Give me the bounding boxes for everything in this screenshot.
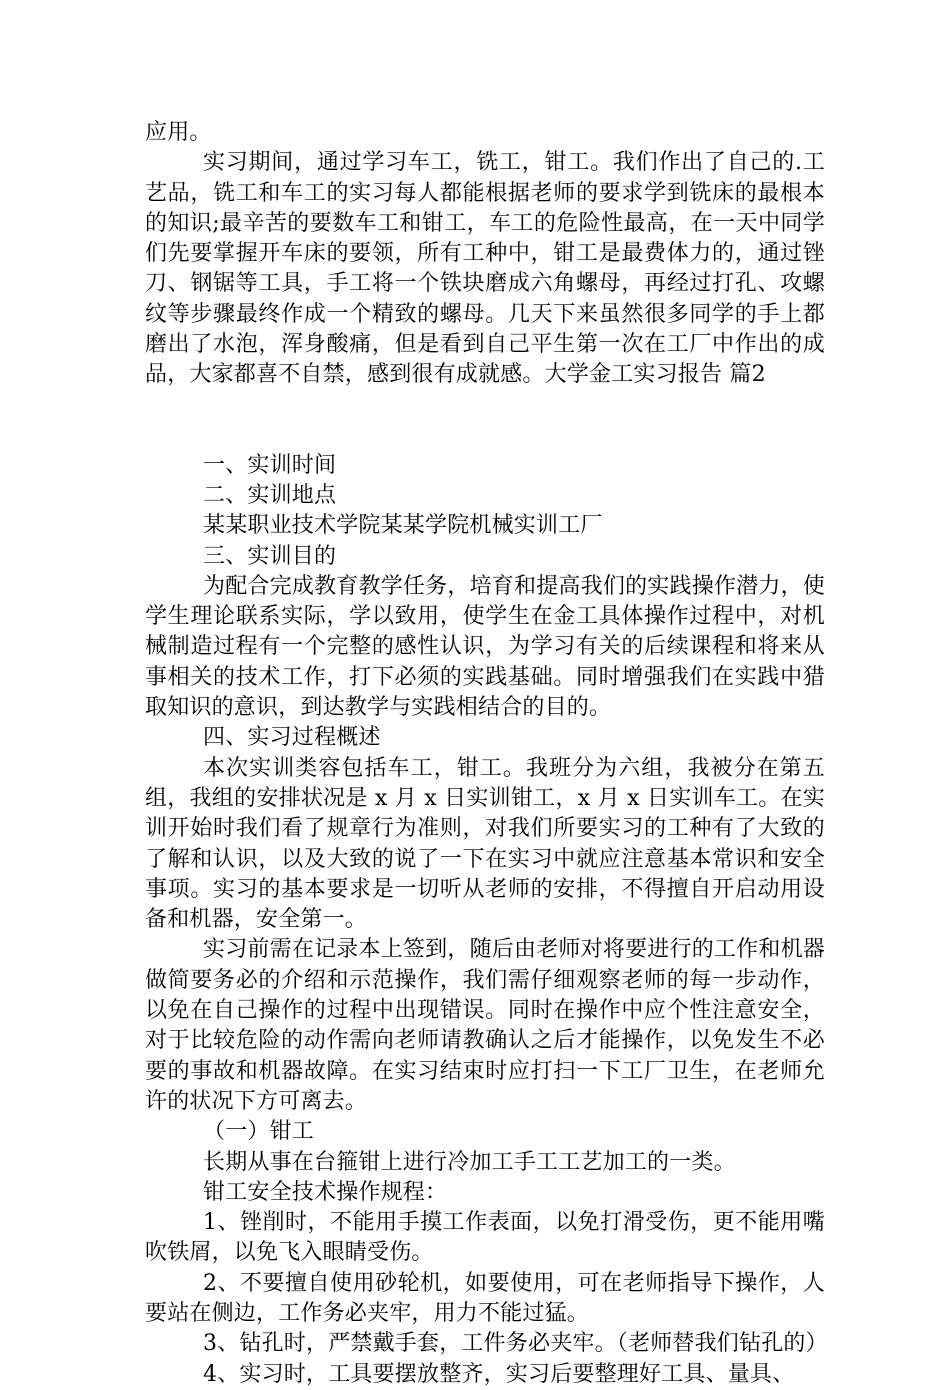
rule-item-2: 2、不要擅自使用砂轮机，如要使用，可在老师指导下操作，人要站在侧边，工作务必夹牢，用力不能过猛。 xyxy=(145,1270,825,1326)
intro-tail-text: 应用。 xyxy=(145,120,212,145)
paragraph-gap xyxy=(145,391,825,451)
subsection-fitter-description: 长期从事在台箍钳上进行冷加工手工工艺加工的一类。 xyxy=(203,1149,736,1175)
section-overview-paragraph-1: 本次实训类容包括车工，钳工。我班分为六组，我被分在第五组，我组的安排状况是 x 月 x 日实训钳工，x 月 x 日实训车工。在实训开始时我们看了规章行为准则，对我们所要实习的工种有了大致的了解和认识，以及大致的说了一下在实习中就应注意基本常识和安全事项。实习的基本要求是一切听从老师的安排，不得擅自开启动用设备和机器，安全第一。 xyxy=(145,755,825,933)
section-heading-time: 一、实训时间 xyxy=(203,452,337,478)
intro-paragraph: 实习期间，通过学习车工，铣工，钳工。我们作出了自己的.工艺品，铣工和车工的实习每人都能根据老师的要求学到铣床的最根本的知识;最辛苦的要数车工和钳工，车工的危险性最高，在一天中同学们先要掌握开车床的要领，所有工种中，钳工是最费体力的，通过锉刀、钢锯等工具，手工将一个铁块磨成六角螺母，再经过打孔、攻螺纹等步骤最终作成一个精致的螺母。几天下来虽然很多同学的手上都磨出了水泡，浑身酸痛，但是看到自己平生第一次在工厂中作出的成品，大家都喜不自禁，感到很有成就感。大学金工实习报告 篇2 xyxy=(145,150,825,388)
section-overview-paragraph-2: 实习前需在记录本上签到，随后由老师对将要进行的工作和机器做简要务必的介绍和示范操作，我们需仔细观察老师的每一步动作，以免在自己操作的过程中出现错误。同时在操作中应个性注意安全，对于比较危险的动作需向老师请教确认之后才能操作，以免发生不必要的事故和机器故障。在实习结束时应打扫一下工厂卫生，在老师允许的状况下方可离去。 xyxy=(145,937,825,1114)
section-purpose-body: 为配合完成教育教学任务，培育和提高我们的实践操作潜力，使学生理论联系实际，学以致用，使学生在金工具体操作过程中，对机械制造过程有一个完整的感性认识，为学习有关的后续课程和将来从事相关的技术工作，打下必须的实践基础。同时增强我们在实践中猎取知识的意识，到达教学与实践相结合的目的。 xyxy=(145,573,825,721)
section-heading-purpose: 三、实训目的 xyxy=(203,543,337,569)
rule-item-4: 4、实习时，工具要摆放整齐，实习后要整理好工具、量具、 xyxy=(203,1361,795,1387)
document-body xyxy=(145,118,828,1390)
section-heading-location: 二、实训地点 xyxy=(203,482,337,508)
rule-item-1: 1、锉削时，不能用手摸工作表面，以免打滑受伤，更不能用嘴吹铁屑，以免飞入眼睛受伤。 xyxy=(145,1210,825,1266)
subsection-fitter-rules-title: 钳工安全技术操作规程： xyxy=(203,1179,448,1205)
rule-item-3: 3、钻孔时，严禁戴手套，工件务必夹牢。（老师替我们钻孔的） xyxy=(203,1331,828,1357)
section-location-body: 某某职业技术学院某某学院机械实训工厂 xyxy=(203,513,603,539)
subsection-heading-fitter: （一）钳工 xyxy=(203,1119,315,1145)
section-heading-overview: 四、实习过程概述 xyxy=(203,725,381,751)
